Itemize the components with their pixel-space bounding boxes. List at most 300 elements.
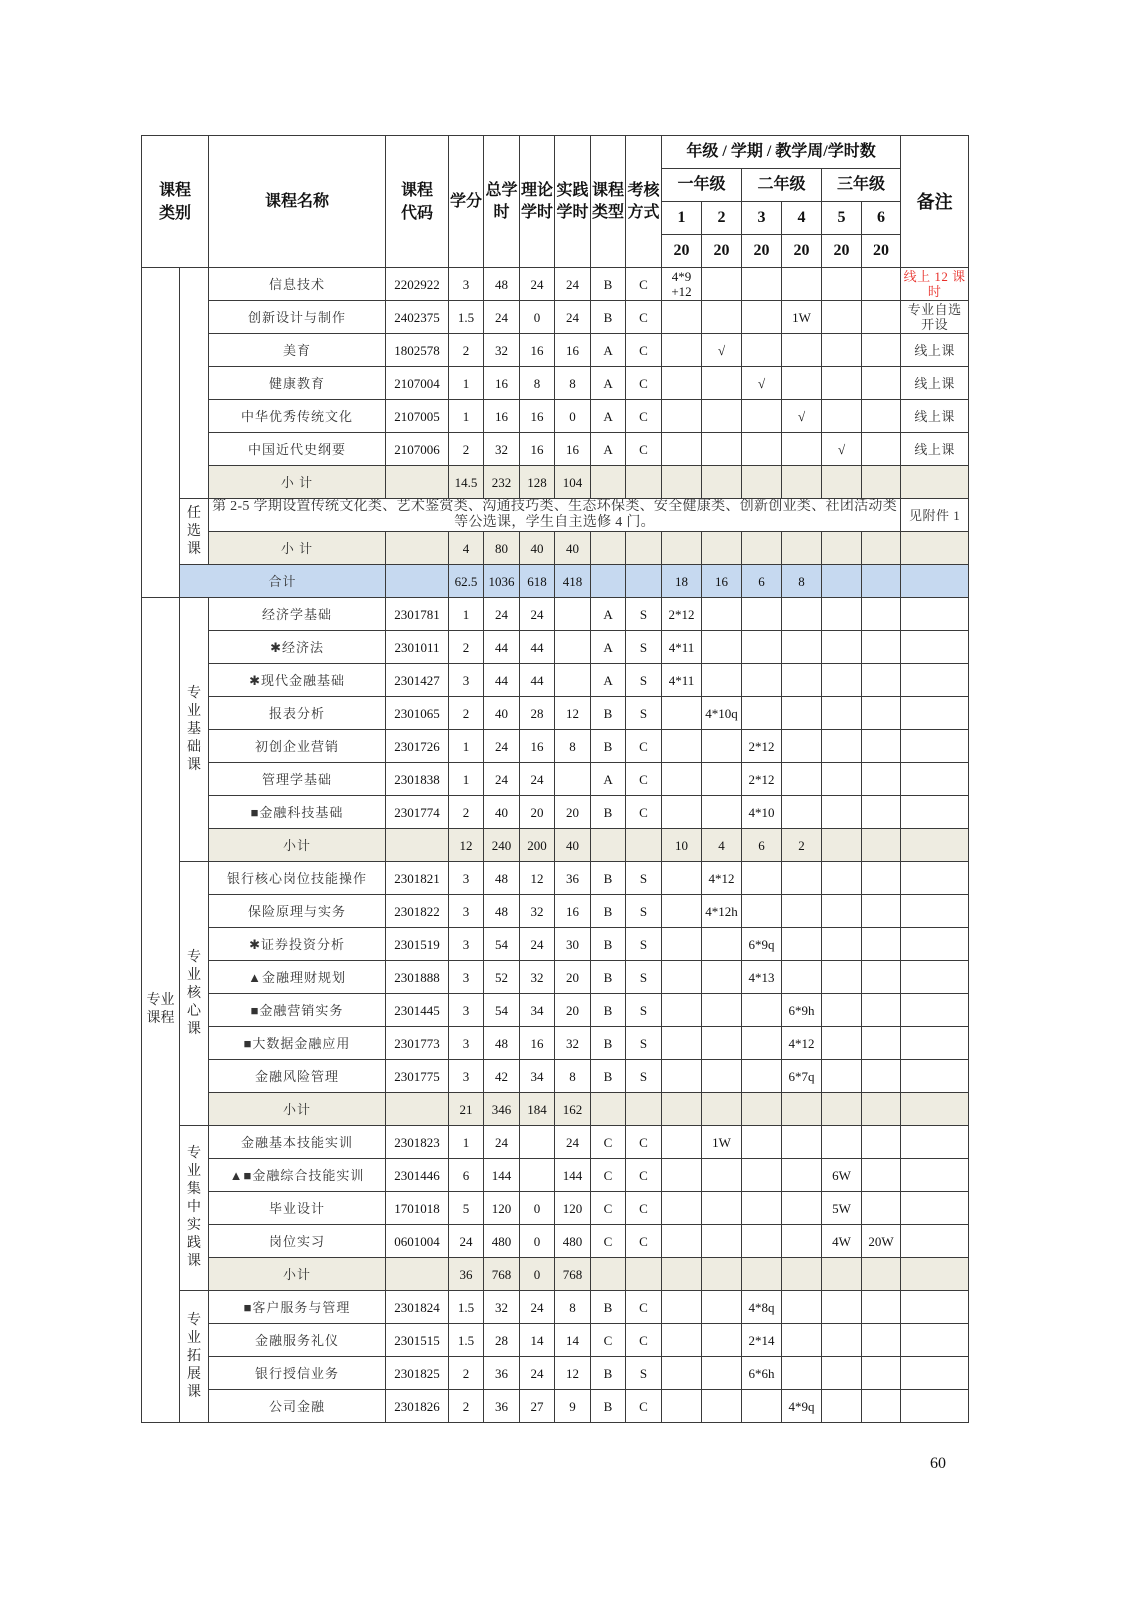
course-row <box>142 1390 969 1423</box>
semester-2-hours <box>702 1060 742 1093</box>
semester-2-hours <box>702 928 742 961</box>
practice-hours: 9 <box>555 1390 591 1423</box>
semester-1-hours <box>662 763 702 796</box>
semester-2-hours <box>702 1192 742 1225</box>
practice-hours: 8 <box>555 367 591 400</box>
semester-2-hours <box>702 1027 742 1060</box>
semester-1-hours <box>662 1093 702 1126</box>
header-assessment: 考核方式 <box>626 136 662 268</box>
theory-hours: 24 <box>520 1357 555 1390</box>
assessment <box>626 565 662 598</box>
theory-hours: 128 <box>520 466 555 499</box>
assessment: C <box>626 1192 662 1225</box>
course-type: B <box>591 928 626 961</box>
semester-4-hours <box>782 664 822 697</box>
theory-hours: 0 <box>520 1225 555 1258</box>
subtotal-label: 小 计 <box>209 466 386 499</box>
assessment: C <box>626 1291 662 1324</box>
note <box>901 763 969 796</box>
semester-4-hours <box>782 730 822 763</box>
semester-5-hours <box>822 1324 862 1357</box>
total-hours: 54 <box>484 928 520 961</box>
course-type: B <box>591 895 626 928</box>
course-name: ▲金融理财规划 <box>209 961 386 994</box>
semester-2-hours <box>702 466 742 499</box>
total-hours: 24 <box>484 730 520 763</box>
credit: 1 <box>449 1126 484 1159</box>
course-code: 2301445 <box>386 994 449 1027</box>
course-code: 2301519 <box>386 928 449 961</box>
semester-2-hours <box>702 1324 742 1357</box>
practice-hours: 8 <box>555 1291 591 1324</box>
total-hours: 80 <box>484 532 520 565</box>
assessment: S <box>626 1060 662 1093</box>
header-total-hours: 总学时 <box>484 136 520 268</box>
note <box>901 466 969 499</box>
semester-3-hours <box>742 697 782 730</box>
course-code: 2301726 <box>386 730 449 763</box>
semester-3-hours <box>742 1192 782 1225</box>
course-code: 2301888 <box>386 961 449 994</box>
note <box>901 598 969 631</box>
course-name: 金融服务礼仪 <box>209 1324 386 1357</box>
course-type: A <box>591 631 626 664</box>
semester-5-hours: 6W <box>822 1159 862 1192</box>
semester-6-hours <box>862 1192 901 1225</box>
semester-1-hours: 10 <box>662 829 702 862</box>
semester-1-hours <box>662 1324 702 1357</box>
total-hours: 16 <box>484 400 520 433</box>
category-label <box>142 268 180 598</box>
semester-2-hours <box>702 268 742 301</box>
total-hours: 28 <box>484 1324 520 1357</box>
semester-6-hours: 20W <box>862 1225 901 1258</box>
semester-4-hours: 6*9h <box>782 994 822 1027</box>
semester-3-hours <box>742 994 782 1027</box>
assessment: S <box>626 598 662 631</box>
course-name: ■金融科技基础 <box>209 796 386 829</box>
semester-2-hours: 4*12h <box>702 895 742 928</box>
course-code: 2107005 <box>386 400 449 433</box>
semester-3-hours <box>742 664 782 697</box>
semester-4-hours <box>782 268 822 301</box>
semester-1-hours <box>662 466 702 499</box>
course-row <box>142 367 969 400</box>
semester-2-hours: 16 <box>702 565 742 598</box>
semester-5-hours <box>822 1126 862 1159</box>
practice-hours: 8 <box>555 1060 591 1093</box>
semester-4-hours <box>782 598 822 631</box>
semester-1-hours <box>662 367 702 400</box>
header-theory-hours: 理论学时 <box>520 136 555 268</box>
credit: 1 <box>449 730 484 763</box>
total-hours: 24 <box>484 301 520 334</box>
course-name: ▲■金融综合技能实训 <box>209 1159 386 1192</box>
course-code <box>386 1258 449 1291</box>
semester-1-hours: 2*12 <box>662 598 702 631</box>
course-code: 1701018 <box>386 1192 449 1225</box>
semester-3-hours <box>742 1390 782 1423</box>
course-name: 保险原理与实务 <box>209 895 386 928</box>
semester-1-hours <box>662 334 702 367</box>
semester-4-hours <box>782 796 822 829</box>
semester-4-hours <box>782 433 822 466</box>
semester-3-hours: 2*14 <box>742 1324 782 1357</box>
theory-hours: 44 <box>520 664 555 697</box>
course-type <box>591 565 626 598</box>
credit: 24 <box>449 1225 484 1258</box>
credit: 3 <box>449 862 484 895</box>
total-hours: 54 <box>484 994 520 1027</box>
header-weeks-5: 20 <box>822 235 862 268</box>
total-hours: 52 <box>484 961 520 994</box>
semester-6-hours <box>862 334 901 367</box>
course-name: 经济学基础 <box>209 598 386 631</box>
credit: 2 <box>449 796 484 829</box>
semester-6-hours <box>862 1126 901 1159</box>
course-type <box>591 532 626 565</box>
theory-hours: 32 <box>520 895 555 928</box>
course-type: B <box>591 268 626 301</box>
course-type <box>591 1093 626 1126</box>
course-code: 2301427 <box>386 664 449 697</box>
semester-5-hours <box>822 367 862 400</box>
course-row <box>142 928 969 961</box>
course-type: A <box>591 334 626 367</box>
assessment: C <box>626 796 662 829</box>
course-name: 管理学基础 <box>209 763 386 796</box>
semester-1-hours <box>662 1390 702 1423</box>
semester-5-hours <box>822 334 862 367</box>
semester-1-hours <box>662 862 702 895</box>
semester-4-hours <box>782 1291 822 1324</box>
semester-5-hours <box>822 1291 862 1324</box>
semester-6-hours <box>862 664 901 697</box>
semester-5-hours <box>822 961 862 994</box>
course-type: C <box>591 1126 626 1159</box>
course-name: 公司金融 <box>209 1390 386 1423</box>
semester-5-hours <box>822 301 862 334</box>
course-row <box>142 334 969 367</box>
practice-hours <box>555 664 591 697</box>
semester-1-hours: 4*11 <box>662 664 702 697</box>
semester-4-hours <box>782 466 822 499</box>
semester-6-hours <box>862 763 901 796</box>
assessment: C <box>626 268 662 301</box>
note: 线上课 <box>901 367 969 400</box>
course-type <box>591 466 626 499</box>
note <box>901 1027 969 1060</box>
course-name: 初创企业营销 <box>209 730 386 763</box>
header-practice-hours: 实践学时 <box>555 136 591 268</box>
semester-1-hours: 4*9 +12 <box>662 268 702 301</box>
credit: 2 <box>449 631 484 664</box>
subtotal-row <box>142 532 969 565</box>
semester-6-hours <box>862 895 901 928</box>
assessment: C <box>626 1390 662 1423</box>
semester-6-hours <box>862 301 901 334</box>
course-row <box>142 697 969 730</box>
semester-5-hours: 4W <box>822 1225 862 1258</box>
course-code <box>386 1093 449 1126</box>
assessment: C <box>626 763 662 796</box>
assessment: S <box>626 994 662 1027</box>
course-type: B <box>591 1027 626 1060</box>
semester-1-hours <box>662 1225 702 1258</box>
course-code <box>386 829 449 862</box>
total-hours: 48 <box>484 268 520 301</box>
course-code: 2107004 <box>386 367 449 400</box>
semester-1-hours: 4*11 <box>662 631 702 664</box>
total-hours: 480 <box>484 1225 520 1258</box>
total-hours: 48 <box>484 895 520 928</box>
practice-hours: 20 <box>555 796 591 829</box>
table-header <box>142 136 969 268</box>
semester-3-hours: √ <box>742 367 782 400</box>
course-code: 2301773 <box>386 1027 449 1060</box>
course-code: 2301011 <box>386 631 449 664</box>
semester-1-hours <box>662 532 702 565</box>
practice-hours: 24 <box>555 301 591 334</box>
subtotal-label: 小 计 <box>209 532 386 565</box>
semester-4-hours <box>782 1159 822 1192</box>
course-name: ■大数据金融应用 <box>209 1027 386 1060</box>
semester-5-hours <box>822 1027 862 1060</box>
theory-hours: 16 <box>520 730 555 763</box>
semester-4-hours <box>782 961 822 994</box>
subtotal-row <box>142 829 969 862</box>
practice-hours: 12 <box>555 1357 591 1390</box>
semester-4-hours <box>782 367 822 400</box>
semester-2-hours <box>702 367 742 400</box>
course-name: 金融风险管理 <box>209 1060 386 1093</box>
credit: 36 <box>449 1258 484 1291</box>
header-course-code <box>386 136 449 268</box>
semester-6-hours <box>862 400 901 433</box>
course-type: C <box>591 1324 626 1357</box>
semester-6-hours <box>862 1159 901 1192</box>
semester-4-hours <box>782 1192 822 1225</box>
total-hours: 16 <box>484 367 520 400</box>
assessment: C <box>626 730 662 763</box>
total-hours: 44 <box>484 631 520 664</box>
theory-hours: 618 <box>520 565 555 598</box>
semester-1-hours <box>662 1258 702 1291</box>
theory-hours: 12 <box>520 862 555 895</box>
course-code: 2301825 <box>386 1357 449 1390</box>
page-number: 60 <box>930 1455 946 1472</box>
note <box>901 928 969 961</box>
subcategory-label: 专业集中实践课 <box>180 1126 209 1291</box>
practice-hours <box>555 763 591 796</box>
course-type: A <box>591 367 626 400</box>
course-code: 0601004 <box>386 1225 449 1258</box>
course-name: ✱证券投资分析 <box>209 928 386 961</box>
semester-3-hours <box>742 1225 782 1258</box>
credit: 3 <box>449 961 484 994</box>
note: 见附件 1 <box>901 499 969 532</box>
header-semester-3: 3 <box>742 202 782 235</box>
semester-3-hours: 4*13 <box>742 961 782 994</box>
semester-4-hours <box>782 1324 822 1357</box>
semester-1-hours <box>662 1192 702 1225</box>
semester-3-hours <box>742 433 782 466</box>
practice-hours: 32 <box>555 1027 591 1060</box>
course-row <box>142 268 969 301</box>
total-hours: 240 <box>484 829 520 862</box>
semester-6-hours <box>862 1258 901 1291</box>
semester-2-hours <box>702 301 742 334</box>
practice-hours: 20 <box>555 994 591 1027</box>
theory-hours: 24 <box>520 763 555 796</box>
credit: 3 <box>449 994 484 1027</box>
course-type: B <box>591 1390 626 1423</box>
theory-hours: 44 <box>520 631 555 664</box>
assessment: S <box>626 862 662 895</box>
grand-total-row <box>142 565 969 598</box>
subtotal-label: 小计 <box>209 829 386 862</box>
practice-hours: 30 <box>555 928 591 961</box>
total-hours: 42 <box>484 1060 520 1093</box>
theory-hours <box>520 1126 555 1159</box>
total-hours: 120 <box>484 1192 520 1225</box>
course-type: B <box>591 1060 626 1093</box>
semester-6-hours <box>862 1390 901 1423</box>
subtotal-row <box>142 466 969 499</box>
course-name: 毕业设计 <box>209 1192 386 1225</box>
semester-6-hours <box>862 730 901 763</box>
semester-1-hours <box>662 697 702 730</box>
course-type: A <box>591 598 626 631</box>
course-type: A <box>591 664 626 697</box>
semester-2-hours <box>702 400 742 433</box>
assessment: C <box>626 400 662 433</box>
total-hours: 48 <box>484 1027 520 1060</box>
semester-4-hours: 2 <box>782 829 822 862</box>
semester-6-hours <box>862 268 901 301</box>
semester-5-hours <box>822 598 862 631</box>
semester-4-hours <box>782 763 822 796</box>
practice-hours: 40 <box>555 829 591 862</box>
practice-hours: 8 <box>555 730 591 763</box>
credit: 2 <box>449 1390 484 1423</box>
subcategory-label <box>180 268 209 499</box>
category-label: 专业课程 <box>142 598 180 1423</box>
semester-3-hours <box>742 1159 782 1192</box>
theory-hours: 0 <box>520 301 555 334</box>
subtotal-label: 小计 <box>209 1093 386 1126</box>
course-name: 银行核心岗位技能操作 <box>209 862 386 895</box>
practice-hours: 40 <box>555 532 591 565</box>
semester-5-hours <box>822 664 862 697</box>
semester-2-hours: 4*12 <box>702 862 742 895</box>
semester-1-hours <box>662 928 702 961</box>
course-code: 2301781 <box>386 598 449 631</box>
semester-6-hours <box>862 433 901 466</box>
semester-1-hours <box>662 1159 702 1192</box>
total-hours: 232 <box>484 466 520 499</box>
total-hours: 24 <box>484 598 520 631</box>
note: 线上 12 课时 <box>901 268 969 301</box>
semester-3-hours <box>742 1027 782 1060</box>
course-type: B <box>591 994 626 1027</box>
note <box>901 730 969 763</box>
semester-4-hours <box>782 895 822 928</box>
note <box>901 631 969 664</box>
course-type <box>591 1258 626 1291</box>
note <box>901 1192 969 1225</box>
header-semester-4: 4 <box>782 202 822 235</box>
total-hours: 346 <box>484 1093 520 1126</box>
course-type: B <box>591 730 626 763</box>
assessment: C <box>626 301 662 334</box>
note: 线上课 <box>901 400 969 433</box>
header-course-code-label: 课程代码 <box>401 181 434 222</box>
credit: 2 <box>449 1357 484 1390</box>
semester-4-hours: 6*7q <box>782 1060 822 1093</box>
assessment <box>626 829 662 862</box>
course-type <box>591 829 626 862</box>
course-name: ■客户服务与管理 <box>209 1291 386 1324</box>
course-type: A <box>591 433 626 466</box>
semester-3-hours: 2*12 <box>742 763 782 796</box>
practice-hours: 20 <box>555 961 591 994</box>
semester-3-hours <box>742 895 782 928</box>
semester-3-hours <box>742 631 782 664</box>
assessment: S <box>626 1027 662 1060</box>
credit: 1 <box>449 763 484 796</box>
total-hours: 48 <box>484 862 520 895</box>
credit: 5 <box>449 1192 484 1225</box>
course-row <box>142 895 969 928</box>
semester-1-hours <box>662 796 702 829</box>
semester-2-hours: 4*10q <box>702 697 742 730</box>
course-type: B <box>591 961 626 994</box>
course-name: ✱经济法 <box>209 631 386 664</box>
header-category-label: 课程类别 <box>159 181 192 222</box>
semester-2-hours <box>702 598 742 631</box>
credit: 14.5 <box>449 466 484 499</box>
semester-5-hours <box>822 1258 862 1291</box>
semester-6-hours <box>862 1093 901 1126</box>
semester-1-hours <box>662 895 702 928</box>
header-course-type: 课程类型 <box>591 136 626 268</box>
subcategory-label: 专业核心课 <box>180 862 209 1126</box>
total-hours: 44 <box>484 664 520 697</box>
semester-5-hours <box>822 862 862 895</box>
semester-3-hours: 6 <box>742 565 782 598</box>
total-hours: 40 <box>484 796 520 829</box>
course-name: 信息技术 <box>209 268 386 301</box>
course-row <box>142 994 969 1027</box>
credit: 4 <box>449 532 484 565</box>
theory-hours: 28 <box>520 697 555 730</box>
semester-2-hours <box>702 1357 742 1390</box>
semester-3-hours <box>742 1126 782 1159</box>
semester-3-hours <box>742 598 782 631</box>
credit: 3 <box>449 928 484 961</box>
course-type: B <box>591 697 626 730</box>
course-row <box>142 400 969 433</box>
course-code: 2301822 <box>386 895 449 928</box>
semester-1-hours <box>662 1126 702 1159</box>
theory-hours: 34 <box>520 1060 555 1093</box>
theory-hours: 14 <box>520 1324 555 1357</box>
semester-5-hours <box>822 796 862 829</box>
theory-hours: 24 <box>520 268 555 301</box>
subcategory-label: 任选课 <box>180 499 209 565</box>
note <box>901 1159 969 1192</box>
